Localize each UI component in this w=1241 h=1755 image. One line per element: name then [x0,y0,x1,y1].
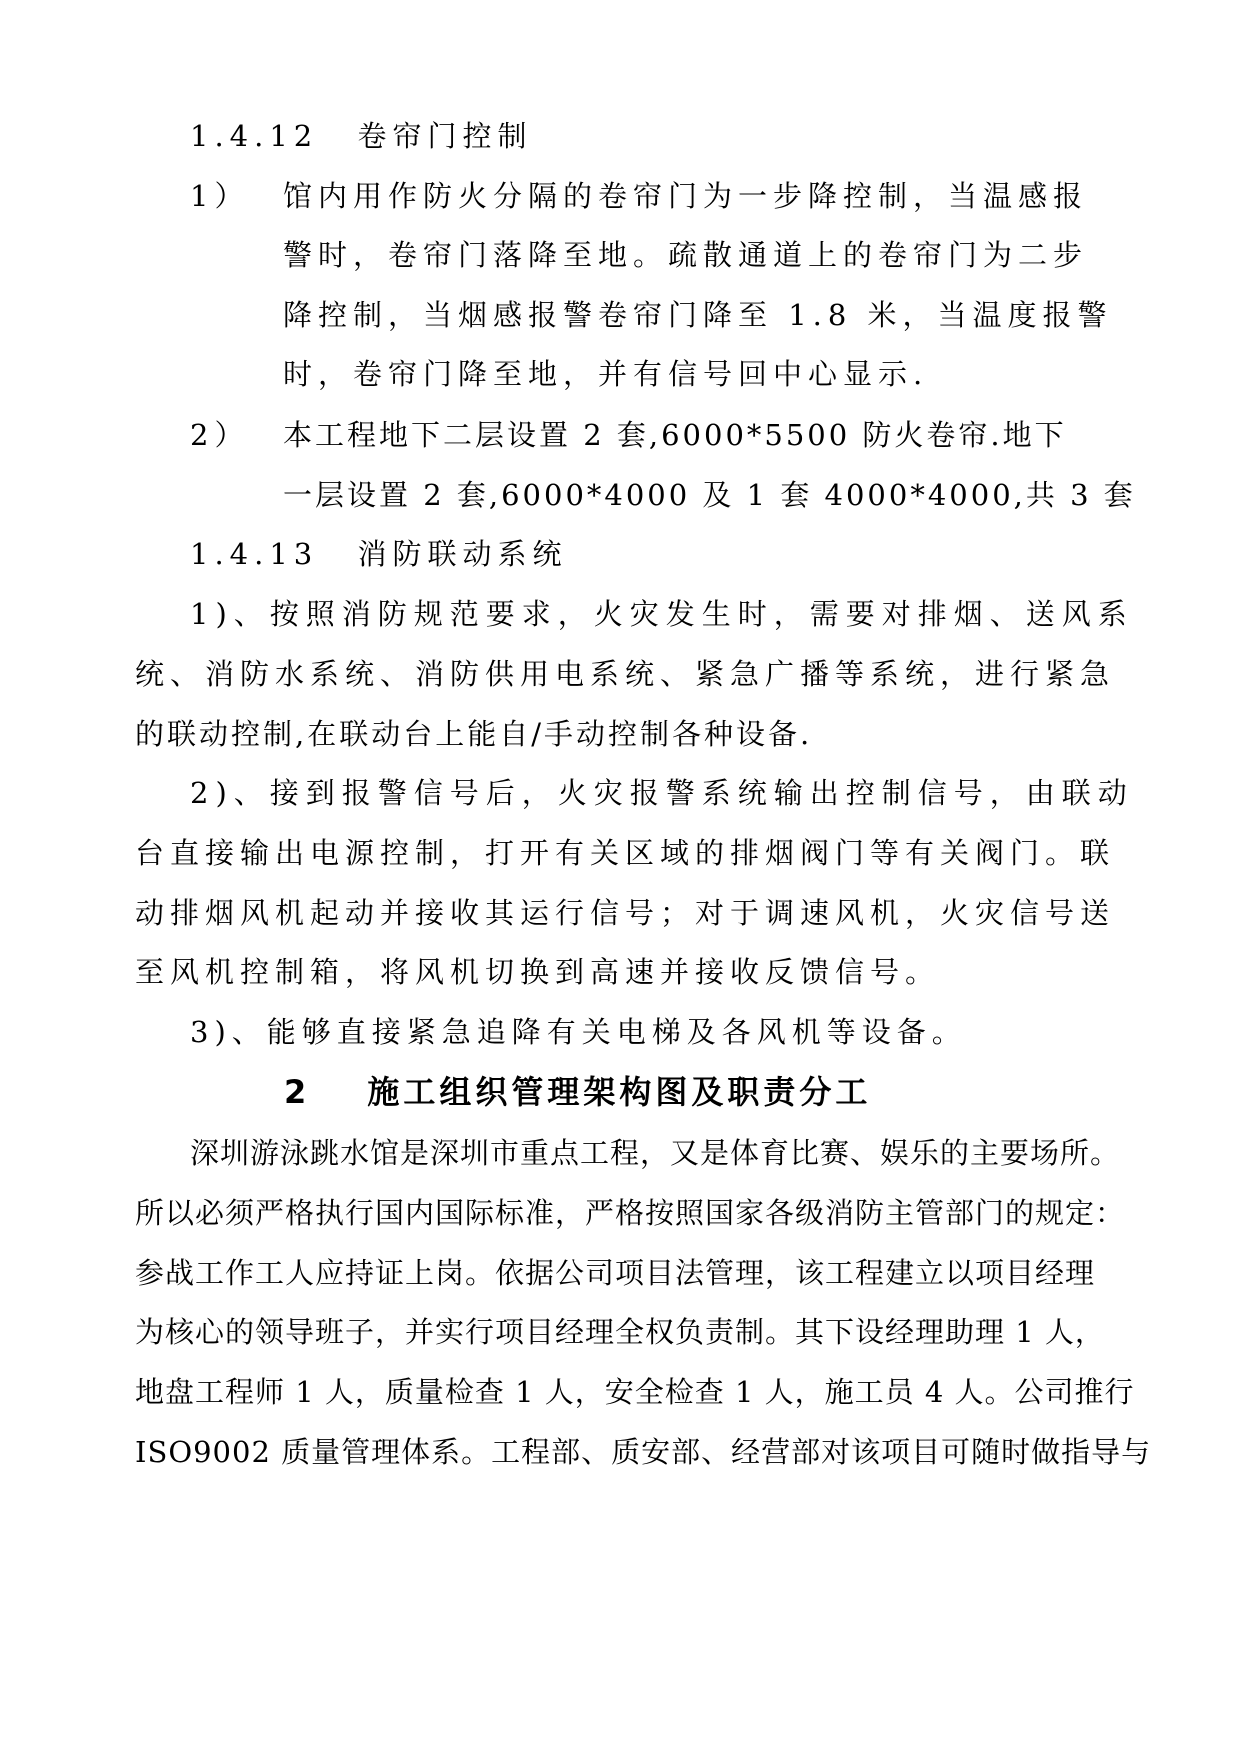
section-title: 消防联动系统 [357,537,568,571]
chapter-2-heading [284,1073,872,1111]
paragraph-line: 台直接输出电源控制，打开有关区域的排烟阀门等有关阀门。联 [135,836,1116,870]
paragraph-line: 2)、接到报警信号后，火灾报警系统输出控制信号，由联动 [190,776,1134,810]
paragraph-line: 为核心的领导班子，并实行项目经理全权负责制。其下设经理助理 1 人， [135,1315,1105,1349]
paragraph-line: ISO9002 质量管理体系。工程部、质安部、经营部对该项目可随时做指导与 [135,1435,1152,1469]
list-marker: 1） [190,179,250,213]
paragraph-line: 的联动控制,在联动台上能自/手动控制各种设备. [135,717,813,751]
paragraph-line: 馆内用作防火分隔的卷帘门为一步降控制，当温感报 [283,179,1089,213]
section-number: 1.4.13 [190,537,319,571]
paragraph-line: 本工程地下二层设置 2 套,6000*5500 防火卷帘.地下 [283,418,1067,452]
paragraph-line: 降控制，当烟感报警卷帘门降至 1.8 米，当温度报警 [283,298,1113,332]
section-1-4-12-heading [190,119,533,153]
paragraph-line: 深圳游泳跳水馆是深圳市重点工程，又是体育比赛、娱乐的主要场所。 [190,1136,1121,1170]
list-marker: 2） [190,418,250,452]
paragraph-line: 1)、按照消防规范要求，火灾发生时，需要对排烟、送风系 [190,597,1134,631]
paragraph-line: 地盘工程师 1 人，质量检查 1 人，安全检查 1 人，施工员 4 人。公司推行 [135,1375,1135,1409]
paragraph-line: 时，卷帘门降至地，并有信号回中心显示. [283,357,929,391]
paragraph-line: 一层设置 2 套,6000*4000 及 1 套 4000*4000,共 3 套 [283,478,1136,512]
paragraph-line: 3)、能够直接紧急追降有关电梯及各风机等设备。 [190,1015,967,1049]
chapter-title: 施工组织管理架构图及职责分工 [367,1073,872,1111]
paragraph-line: 所以必须严格执行国内国际标准，严格按照国家各级消防主管部门的规定： [135,1196,1126,1230]
paragraph-line: 至风机控制箱，将风机切换到高速并接收反馈信号。 [135,955,941,989]
section-number: 1.4.12 [190,119,319,153]
section-1-4-13-heading [190,537,568,571]
section-title: 卷帘门控制 [357,119,533,153]
paragraph-line: 参战工作工人应持证上岗。依据公司项目法管理，该工程建立以项目经理 [135,1256,1096,1290]
paragraph-line: 动排烟风机起动并接收其运行信号；对于调速风机，火灾信号送 [135,896,1116,930]
paragraph-line: 警时，卷帘门落降至地。疏散通道上的卷帘门为二步 [283,238,1089,272]
paragraph-line: 统、消防水系统、消防供用电系统、紧急广播等系统，进行紧急 [135,657,1116,691]
chapter-number: 2 [284,1073,311,1111]
